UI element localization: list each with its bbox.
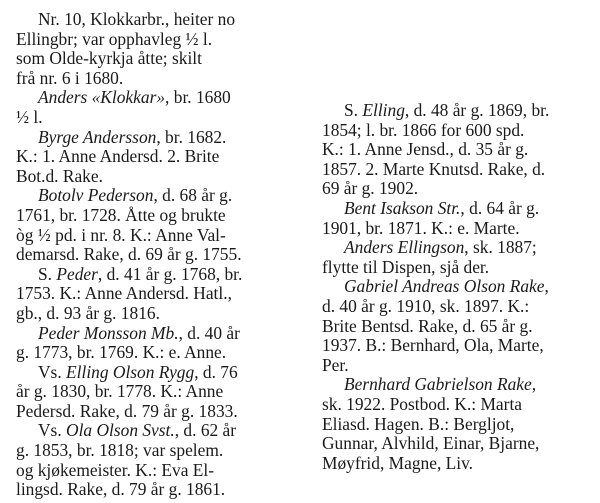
right-column xyxy=(322,101,584,473)
entry-text: , br. 1680 xyxy=(165,87,231,108)
entry-text: , d. 64 år g. xyxy=(460,197,540,218)
entry-line: K.: 1. Anne Jensd., d. 35 år g. xyxy=(322,139,529,160)
entry-text: , xyxy=(544,276,549,297)
entry-line xyxy=(16,128,304,148)
entry-name: Elling xyxy=(362,100,405,120)
register-entry xyxy=(16,324,304,363)
entry-line: Per. xyxy=(322,354,349,375)
register-entry xyxy=(16,186,304,264)
entry-line: frå nr. 6 i 1680. xyxy=(16,67,124,88)
entry-name: Peder Monsson Mb. xyxy=(38,322,179,343)
entry-line xyxy=(16,186,304,206)
entry-line: år g. 1830, br. 1778. K.: Anne xyxy=(16,381,224,402)
left-column xyxy=(16,10,304,500)
register-entry xyxy=(16,128,304,187)
entry-line: Pedersd. Rake, d. 79 år g. 1833. xyxy=(16,400,238,421)
entry-line xyxy=(322,238,584,258)
entry-line xyxy=(322,101,584,121)
register-entry xyxy=(16,265,304,324)
entry-line: g. 1773, br. 1769. K.: e. Anne. xyxy=(16,342,227,363)
entry-line: òg ½ pd. i nr. 8. K.: Anne Val- xyxy=(16,224,226,245)
entry-name: Bent Isakson Str. xyxy=(344,197,461,218)
entry-line: 1857. 2. Marte Knutsd. Rake, d. xyxy=(322,158,546,179)
entry-line xyxy=(16,421,304,441)
entry-name: Bernhard Gabrielson Rake xyxy=(344,374,532,395)
register-entry xyxy=(16,88,304,127)
entry-line xyxy=(322,199,584,219)
entry-name: Botolv Pederson xyxy=(38,185,154,206)
entry-name: Byrge Andersson xyxy=(38,126,157,147)
entry-name: Ola Olson Svst. xyxy=(66,420,175,441)
entry-line xyxy=(322,277,584,297)
entry-text: Nr. 10, Klokkarbr., heiter no xyxy=(38,9,236,29)
entry-text: , xyxy=(531,374,537,395)
entry-line xyxy=(16,10,304,30)
entry-prefix: Vs. xyxy=(38,361,67,382)
entry-line xyxy=(322,375,584,395)
entry-line: sk. 1922. Postbod. K.: Marta xyxy=(322,393,522,414)
entry-line: Møyfrid, Magne, Liv. xyxy=(322,452,474,473)
entry-text: , sk. 1887; xyxy=(464,237,537,258)
register-entry xyxy=(16,10,304,88)
register-entry xyxy=(322,238,584,277)
register-entry xyxy=(322,101,584,199)
entry-line: d. 40 år g. 1910, sk. 1897. K.: xyxy=(322,295,530,316)
entry-line: gb., d. 93 år g. 1816. xyxy=(16,302,160,323)
entry-prefix: S. xyxy=(344,100,363,120)
entry-text: , br. 1682. xyxy=(156,126,227,147)
register-entry xyxy=(322,375,584,473)
register-entry xyxy=(322,277,584,375)
entry-line: og kjøkemeister. K.: Eva El- xyxy=(16,459,215,480)
entry-line xyxy=(16,363,304,383)
entry-line xyxy=(16,88,304,108)
entry-text: , d. 68 år g. xyxy=(153,185,233,206)
entry-line: 1937. B.: Bernhard, Ola, Marte, xyxy=(322,335,544,356)
entry-line xyxy=(16,265,304,285)
entry-line: Gunnar, Alvhild, Einar, Bjarne, xyxy=(322,433,540,454)
entry-line: g. 1853, br. 1818; var spelem. xyxy=(16,440,224,461)
entry-text: , d. 41 år g. 1768, br. xyxy=(97,263,243,284)
entry-line: Eliasd. Hagen. B.: Bergljot, xyxy=(322,413,515,434)
entry-line: demarsd. Rake, d. 69 år g. 1755. xyxy=(16,244,242,265)
entry-prefix: S. xyxy=(38,263,57,284)
entry-line: flytte til Dispen, sjå der. xyxy=(322,256,490,277)
entry-name: Anders Ellingson xyxy=(344,237,465,258)
entry-line: 69 år g. 1902. xyxy=(322,178,419,199)
entry-line: K.: 1. Anne Andersd. 2. Brite xyxy=(16,146,220,167)
entry-line: lingsd. Rake, d. 79 år g. 1861. xyxy=(16,479,226,500)
entry-line: 1901, br. 1871. K.: e. Marte. xyxy=(322,217,520,238)
entry-line: 1854; l. br. 1866 for 600 spd. xyxy=(322,119,525,140)
entry-text: , d. 48 år g. 1869, br. xyxy=(404,100,550,120)
entry-name: Elling Olson Rygg xyxy=(66,361,195,382)
entry-name: Peder xyxy=(56,263,98,284)
entry-line: ½ l. xyxy=(16,106,43,127)
entry-prefix: Vs. xyxy=(38,420,67,441)
entry-line xyxy=(16,324,304,344)
entry-line: Ellingbr; var opphavleg ½ l. xyxy=(16,28,213,49)
entry-line: 1753. K.: Anne Andersd. Hatl., xyxy=(16,283,232,304)
register-entry xyxy=(322,199,584,238)
entry-text: , d. 62 år xyxy=(174,420,237,441)
register-entry xyxy=(16,363,304,422)
entry-line: som Olde-kyrkja åtte; skilt xyxy=(16,48,202,69)
entry-line: 1761, br. 1728. Åtte og brukte xyxy=(16,204,226,225)
entry-line: Bot.d. Rake. xyxy=(16,165,103,186)
entry-line: Brite Bentsd. Rake, d. 65 år g. xyxy=(322,315,533,336)
entry-name: Anders «Klokkar» xyxy=(38,87,166,108)
entry-text: , d. 76 xyxy=(194,361,238,382)
entry-name: Gabriel Andreas Olson Rake xyxy=(344,276,545,297)
register-entry xyxy=(16,421,304,499)
entry-text: , d. 40 år xyxy=(178,322,240,343)
